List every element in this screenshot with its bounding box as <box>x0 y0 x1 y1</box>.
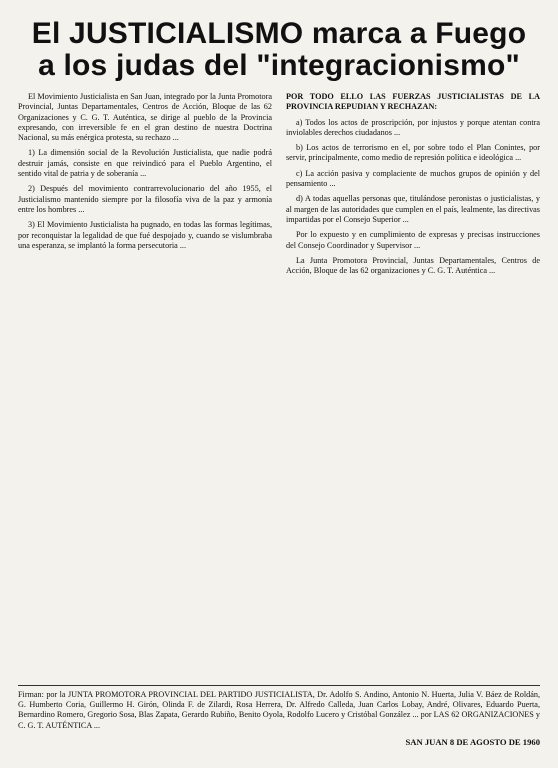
right-column-heading: POR TODO ELLO LAS FUERZAS JUSTICIALISTAS DE LA PROVINCIA REPUDIAN Y RECHAZAN: <box>286 92 540 112</box>
left-paragraph-3: 2) Después del movimiento contrarrevolucionario del año 1955, el Justicialismo mantenido siempre por la filosofía viva de la paz y armonía entre los hombres ... <box>18 184 272 214</box>
right-paragraph-3: c) La acción pasiva y complaciente de muchos grupos de opinión y del pensamiento ... <box>286 168 540 189</box>
right-paragraph-4: d) A todas aquellas personas que, titulándose peronistas o justicialistas, y al margen de las autoridades que cumplen en el país, lealmente, las directivas impartidas por el Consejo Superior ... <box>286 194 540 224</box>
publication-date: SAN JUAN 8 DE AGOSTO DE 1960 <box>405 736 540 747</box>
left-paragraph-2: 1) La dimensión social de la Revolución Justicialista, que nadie podrá destruir jamás, consiste en que reivindicó para el Pueblo Argentino, el sentido vital de patria y de soberanía ... <box>18 148 272 179</box>
right-paragraph-5: Por lo expuesto y en cumplimiento de expresas y precisas instrucciones del Consejo Coordinador y Supervisor ... <box>286 230 540 250</box>
right-column <box>286 92 540 677</box>
article-columns <box>18 92 540 677</box>
headline <box>18 18 540 82</box>
left-paragraph-1: El Movimiento Justicialista en San Juan, integrado por la Junta Promotora Provincial, Juntas Departamentales, Centros de Acción, Bloque de las 62 Organizaciones y C. G. T. Auténtica, se dirige al pueblo de la Provincia expresando, con irreversible fe en el gran destino de nuestra Doctrina Nacional, su más enérgica protesta, su rechazo ... <box>18 92 272 143</box>
signatories-block <box>18 685 540 747</box>
left-column <box>18 92 272 677</box>
left-paragraph-4: 3) El Movimiento Justicialista ha pugnado, en todas las formas legítimas, por reconquistar la legalidad de que fué despojado y, cuando se vislumbraba una esperanza, se implantó la forma persecutoria ... <box>18 220 272 250</box>
headline-line-2: a los judas del "integracionismo" <box>38 49 520 82</box>
signatories-text: Firman: por la JUNTA PROMOTORA PROVINCIAL DEL PARTIDO JUSTICIALISTA, Dr. Adolfo S. Andino, Antonio N. Huerta, Julia V. Báez de Roldán, G. Humberto Coria, Guillermo H. Girón, Olinda F. de Zilardi, Rosa Herrera, Dr. Alfredo Calleda, Juan Carlos Lobay, André, Olivares, Eduardo Puerta, Bernardino Romero, Gregorio Sosa, Blas Zapata, Gerardo Rubiño, Benito Oyola, Rodolfo Lucero y Cristóbal González ... por LAS 62 ORGANIZACIONES y C. G. T. AUTÉNTICA ... <box>18 690 540 730</box>
right-paragraph-6: La Junta Promotora Provincial, Juntas Departamentales, Centros de Acción, Bloque de las 62 organizaciones y C. G. T. Auténtica ... <box>286 255 540 276</box>
right-paragraph-1: a) Todos los actos de proscripción, por injustos y porque atentan contra inviolables derechos ciudadanos ... <box>286 117 540 137</box>
headline-line-1: El JUSTICIALISMO marca a Fuego <box>31 17 527 50</box>
right-paragraph-2: b) Los actos de terrorismo en el, por sobre todo el Plan Conintes, por servir, principalmente, como medio de represión política e ideológica ... <box>286 143 540 163</box>
